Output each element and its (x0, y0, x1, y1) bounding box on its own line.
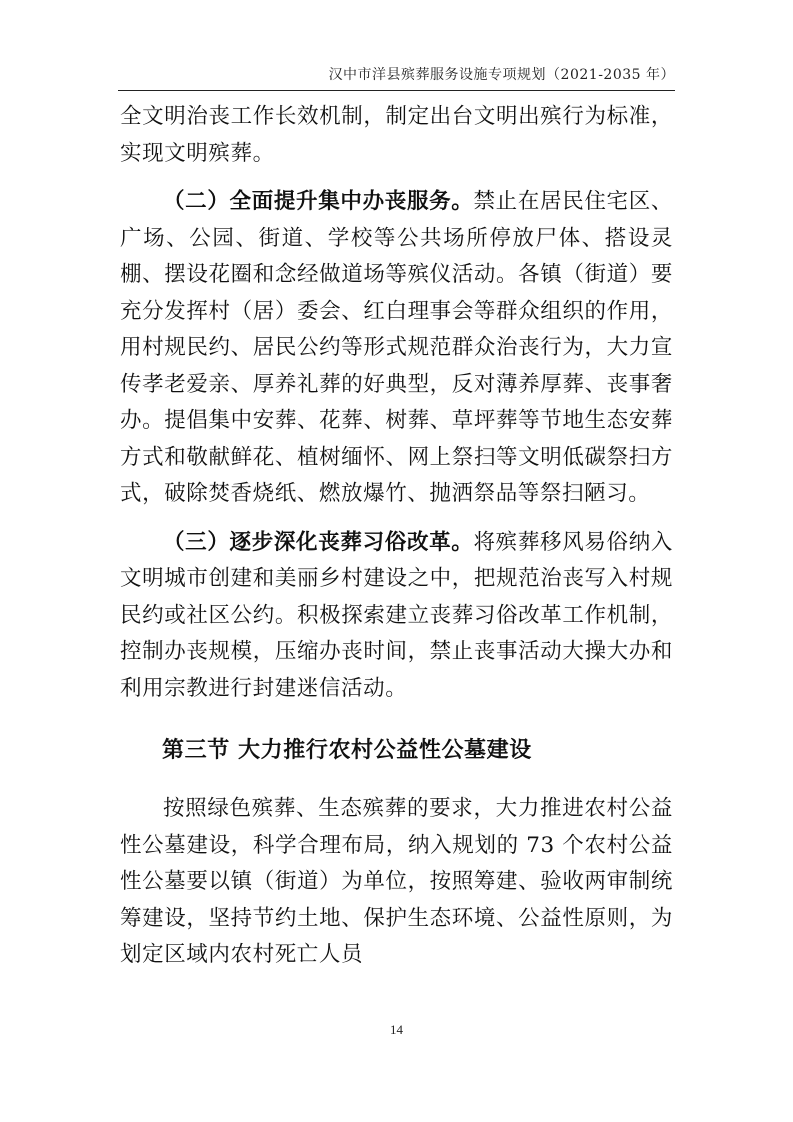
paragraph-text: 禁止在居民住宅区、广场、公园、街道、学校等公共场所停放尸体、搭设灵棚、摆设花圈和念经做道场等殡仪活动。各镇（街道）要充分发挥村（居）委会、红白理事会等群众组织的作用，用村规民约、居民公约等形式规范群众治丧行为，大力宣传孝老爱亲、厚养礼葬的好典型，反对薄养厚葬、丧事奢办。提倡集中安葬、花葬、树葬、草坪葬等节地生态安葬方式和敬献鲜花、植树缅怀、网上祭扫等文明低碳祭扫方式，破除焚香烧纸、燃放爆竹、抛洒祭品等祭扫陋习。 (120, 189, 673, 506)
document-body (120, 99, 673, 974)
paragraph-heading: （二）全面提升集中办丧服务。 (163, 189, 474, 214)
paragraph-heading: （三）逐步深化丧葬习俗改革。 (163, 529, 474, 555)
section-heading: 第三节 大力推行农村公益性公墓建设 (162, 738, 532, 763)
page-number: 14 (390, 1022, 403, 1037)
paragraph-text: 将殡葬移风易俗纳入文明城市创建和美丽乡村建设之中，把规范治丧写入村规民约或社区公约。积极探索建立丧葬习俗改革工作机制，控制办丧规模，压缩办丧时间，禁止丧事活动大操大办和利用宗教进行封建迷信活动。 (120, 529, 673, 701)
paragraph-rural-cemetery: 按照绿色殡葬、生态殡葬的要求，大力推进农村公益性公墓建设，科学合理布局，纳入规划的 73 个农村公益性公墓要以镇（街道）为单位，按照筹建、验收两审制统筹建设，坚持节约土地、保护生态环境、公益性原则，为划定区域内农村死亡人员 (120, 796, 673, 967)
paragraph-centralized-funeral-service (120, 184, 673, 513)
header-title: 汉中市洋县殡葬服务设施专项规划（2021-2035 年） (328, 67, 675, 83)
paragraph-continuation: 全文明治丧工作长效机制，制定出台文明出殡行为标准，实现文明殡葬。 (120, 104, 673, 166)
paragraph-funeral-custom-reform (120, 525, 673, 708)
running-header (118, 60, 675, 91)
